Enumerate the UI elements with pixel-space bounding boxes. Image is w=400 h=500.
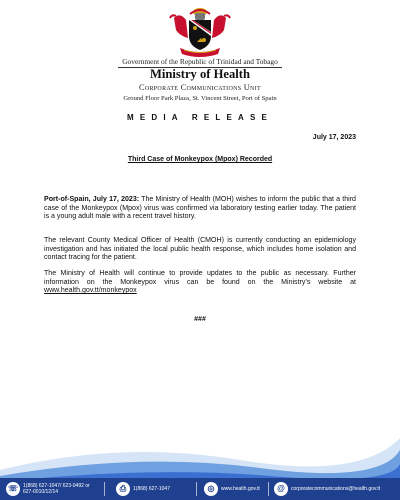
end-mark: ### — [194, 316, 206, 323]
document-type: MEDIA RELEASE — [126, 113, 274, 122]
release-date: July 17, 2023 — [312, 134, 356, 141]
phone-icon: ☏ — [6, 482, 20, 496]
unit-name: Corporate Communications Unit — [139, 83, 261, 92]
paragraph-1-text: The Ministry of Health (MOH) wishes to inform the public that a third case of the Monkeypox (Mpox) virus was confirmed via laboratory testing earlier today. The patient is a young adult male with a recent travel history. — [44, 196, 356, 221]
footer-phone-text — [23, 483, 90, 495]
government-name: Government of the Republic of Trinidad and Tobago — [122, 57, 278, 66]
footer-divider — [196, 482, 197, 496]
email-icon: @ — [274, 482, 288, 496]
paragraph-3-text: The Ministry of Health will continue to provide updates to the public as necessary. Further information on the Monkeypox virus can be found on the Ministry’s website at — [44, 270, 356, 286]
paragraph-2: The relevant County Medical Officer of Health (CMOH) is currently conducting an epidemiology investigation and has initiated the local public health response, which includes home isolation and contact tracing for the patient. — [44, 237, 356, 262]
footer-divider — [104, 482, 105, 496]
footer-email-text[interactable]: corporatecommunications@health.gov.tt — [291, 486, 381, 492]
paragraph-1 — [44, 196, 356, 222]
paragraph-3 — [44, 270, 356, 296]
globe-icon: ◎ — [204, 482, 218, 496]
footer-phone-line-1: 1(868) 627-1047/ 623-0492 or — [23, 483, 90, 489]
paragraph-1-lead: Port-of-Spain, July 17, 2023: — [44, 196, 140, 203]
fax-icon: ⎙ — [116, 482, 130, 496]
footer-email-item[interactable] — [274, 481, 380, 497]
footer-divider — [268, 482, 269, 496]
footer-phone-line-2: 627-0010/12/14 — [23, 489, 59, 495]
footer-website-item[interactable] — [204, 481, 260, 497]
footer-phone-item — [6, 481, 90, 497]
release-headline: Third Case of Monkeypox (Mpox) Recorded — [127, 156, 273, 163]
footer-website-text[interactable]: www.health.gov.tt — [221, 486, 260, 492]
monkeypox-info-link[interactable]: www.health.gov.tt/monkeypox — [44, 287, 137, 295]
footer-fax-text: 1(868) 627-1047 — [133, 486, 170, 492]
coat-of-arms-emblem — [168, 4, 232, 58]
ministry-title: Ministry of Health — [149, 67, 251, 81]
unit-address: Ground Floor Park Plaza, St. Vincent Street, Port of Spain — [123, 95, 277, 102]
footer-fax-item — [116, 481, 170, 497]
